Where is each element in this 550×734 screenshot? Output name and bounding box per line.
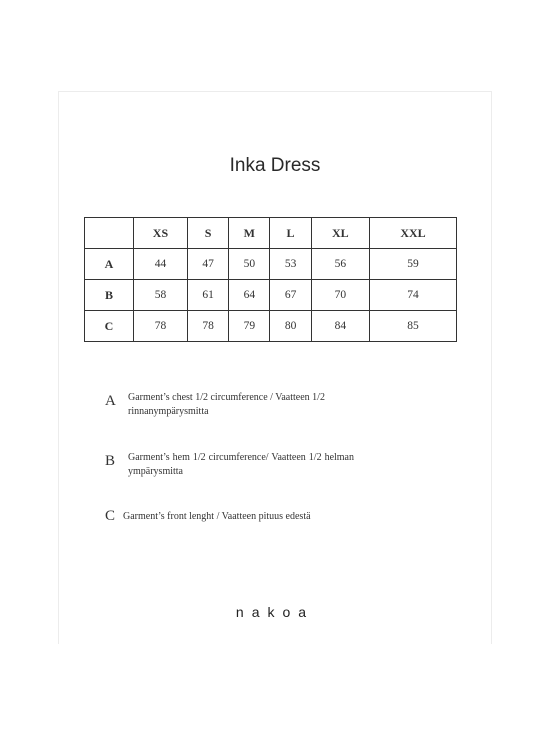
table-cell: 50 (229, 249, 270, 280)
page-title: Inka Dress (229, 155, 321, 176)
row-label: A (85, 249, 134, 280)
brand-logo: nakoa (235, 604, 315, 620)
table-cell: 44 (134, 249, 188, 280)
table-cell: 61 (187, 280, 228, 311)
table-cell: 53 (270, 249, 311, 280)
table-cell: 78 (134, 311, 188, 342)
table-cell: 79 (229, 311, 270, 342)
legend-text: Garment’s chest 1/2 circumference / Vaatteen 1/2 rinnanympärysmitta (128, 392, 325, 417)
table-cell: 84 (311, 311, 369, 342)
row-label: B (85, 280, 134, 311)
table-row (85, 249, 457, 280)
legend-letter: B (105, 453, 116, 469)
table-header-cell: S (187, 218, 228, 249)
table-cell: 58 (134, 280, 188, 311)
legend-letter: A (105, 393, 116, 409)
table-header-cell: XL (311, 218, 369, 249)
table-header-cell (85, 218, 134, 249)
table-cell: 70 (311, 280, 369, 311)
table-header-row (85, 218, 457, 249)
row-label: C (85, 311, 134, 342)
legend-letter: C (105, 508, 116, 524)
legend-text: Garment’s front lenght / Vaatteen pituus edestä (123, 511, 311, 522)
table-cell: 67 (270, 280, 311, 311)
table-cell: 59 (370, 249, 457, 280)
table-row (85, 311, 457, 342)
table-cell: 85 (370, 311, 457, 342)
table-row (85, 280, 457, 311)
table-cell: 74 (370, 280, 457, 311)
table-cell: 47 (187, 249, 228, 280)
table-header-cell: XS (134, 218, 188, 249)
table-header-cell: L (270, 218, 311, 249)
legend-text: Garment’s hem 1/2 circumference/ Vaatteen 1/2 helman ympärysmitta (128, 452, 354, 477)
table-cell: 80 (270, 311, 311, 342)
size-table (84, 217, 457, 342)
table-header-cell: M (229, 218, 270, 249)
table-cell: 78 (187, 311, 228, 342)
table-header-cell: XXL (370, 218, 457, 249)
table-cell: 56 (311, 249, 369, 280)
table-cell: 64 (229, 280, 270, 311)
